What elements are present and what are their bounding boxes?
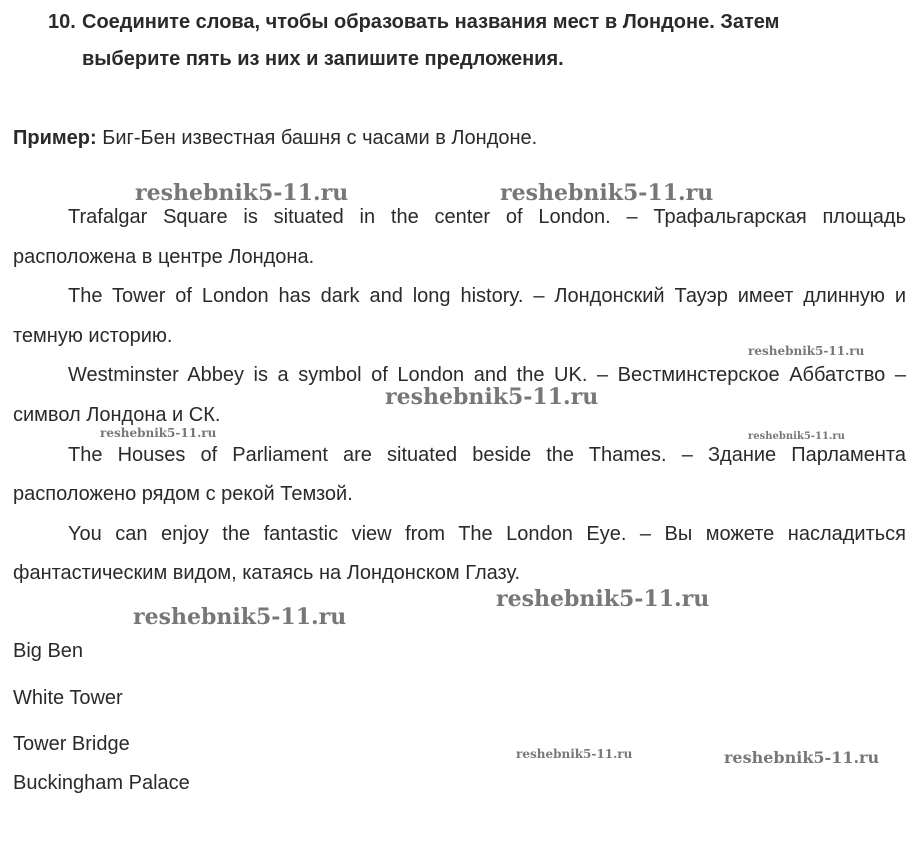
- watermark: reshebnik5-11.ru: [385, 384, 599, 410]
- watermark: reshebnik5-11.ru: [100, 426, 217, 440]
- place-item: Tower Bridge: [13, 733, 130, 755]
- watermark: reshebnik5-11.ru: [724, 748, 880, 767]
- answer-paragraph: You can enjoy the fantastic view from The London Eye. – Вы можете насладиться фантастическим видом, катаясь на Лондонском Глазу.: [13, 522, 906, 585]
- task-line-2: выберите пять из них и запишите предложения.: [82, 48, 564, 70]
- place-item: Buckingham Palace: [13, 772, 190, 794]
- task-heading: [48, 4, 910, 78]
- place-item: White Tower: [13, 687, 123, 709]
- answer-paragraph: Trafalgar Square is situated in the center of London. – Трафальгарская площадь расположена в центре Лондона.: [13, 206, 906, 268]
- watermark: reshebnik5-11.ru: [748, 431, 845, 442]
- example-label: Пример:: [13, 127, 97, 149]
- answer-paragraph: Westminster Abbey is a symbol of London and the UK. – Вестминстерское Аббатство – символ Лондона и СК.: [13, 364, 906, 426]
- watermark: reshebnik5-11.ru: [500, 180, 714, 206]
- answer-paragraph: The Tower of London has dark and long history. – Лондонский Тауэр имеет длинную и темную историю.: [13, 285, 906, 347]
- place-item: Big Ben: [13, 640, 84, 662]
- example: [13, 124, 537, 152]
- task-text-1: Соедините слова, чтобы образовать названия мест в Лондоне. Затем: [82, 11, 780, 33]
- watermark: reshebnik5-11.ru: [516, 747, 633, 761]
- watermark: reshebnik5-11.ru: [135, 180, 349, 206]
- watermark: reshebnik5-11.ru: [496, 586, 710, 612]
- task-line-1: [48, 4, 910, 41]
- answer-list: [13, 198, 906, 594]
- answer-paragraph: The Houses of Parliament are situated beside the Thames. – Здание Парламента расположено рядом с рекой Темзой.: [13, 443, 906, 506]
- watermark: reshebnik5-11.ru: [748, 344, 865, 358]
- example-text: Биг-Бен известная башня с часами в Лондоне.: [96, 127, 538, 149]
- watermark: reshebnik5-11.ru: [133, 604, 347, 630]
- task-number: 10.: [48, 11, 76, 33]
